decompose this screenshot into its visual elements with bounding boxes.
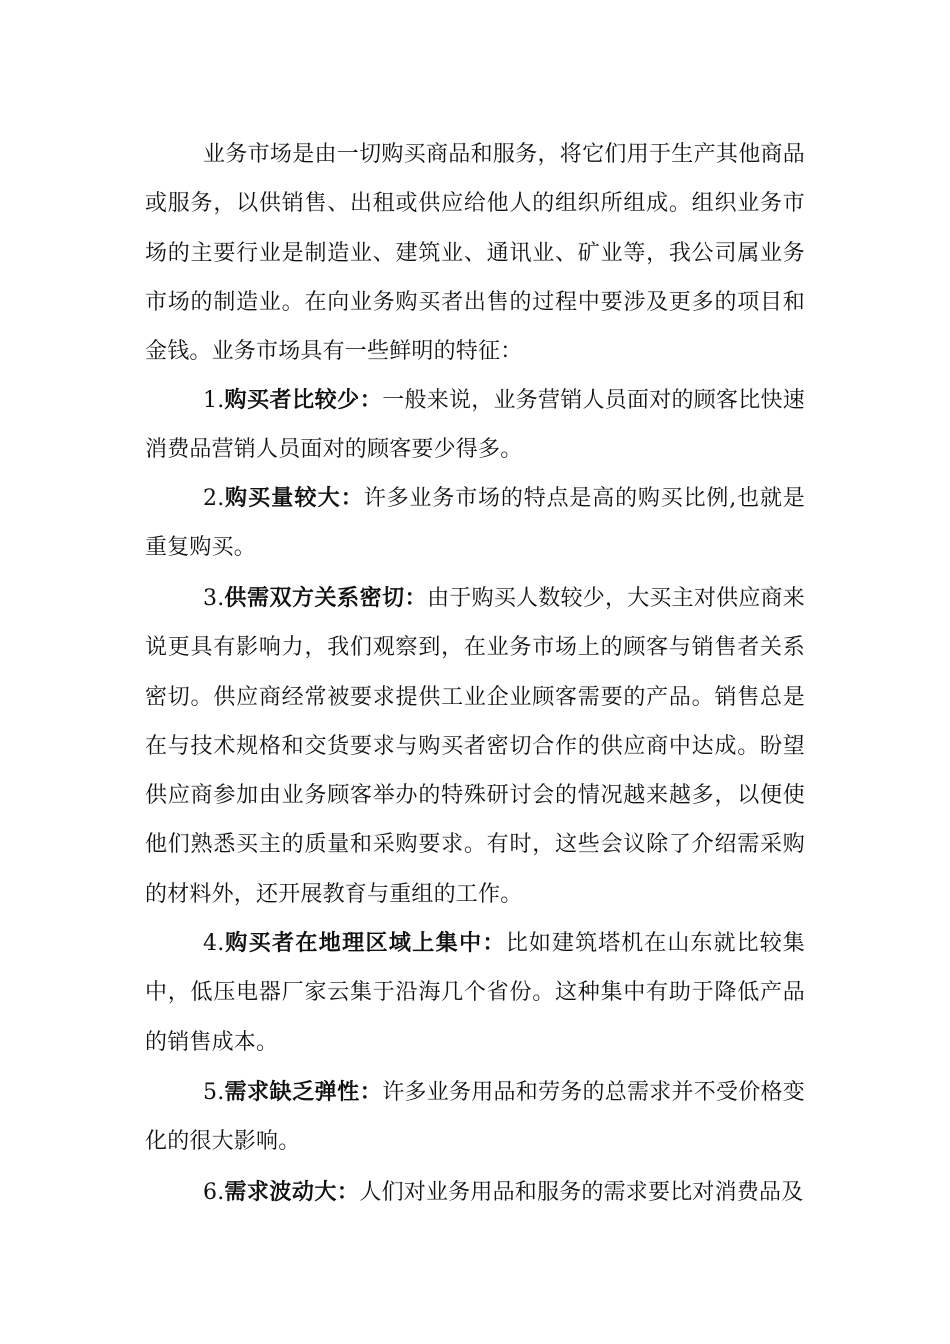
item-number: 2. xyxy=(203,486,225,511)
item-number: 1. xyxy=(203,388,225,413)
item-text: 人们对业务用品和服务的需求要比对消费品及 xyxy=(359,1180,804,1205)
item-term: 购买者比较少： xyxy=(224,388,383,413)
item-number: 5. xyxy=(203,1080,225,1105)
intro-paragraph: 业务市场是由一切购买商品和服务，将它们用于生产其他商品或服务，以供销售、出租或供应给他人的组织所组成。组织业务市场的主要行业是制造业、建筑业、通讯业、矿业等，我公司属业务市场的制造业。在向业务购买者出售的过程中要涉及更多的项目和金钱。业务市场具有一些鲜明的特征： xyxy=(145,142,805,365)
feature-item-2 xyxy=(145,474,805,573)
item-number: 6. xyxy=(203,1180,225,1205)
item-term: 需求缺乏弹性： xyxy=(224,1080,383,1105)
item-text: 由于购买人数较少，大买主对供应商来说更具有影响力，我们观察到，在业务市场上的顾客与销售者关系密切。供应商经常被要求提供工业企业顾客需要的产品。销售总是在与技术规格和交货要求与购买者密切合作的供应商中达成。盼望供应商参加由业务顾客举办的特殊研讨会的情况越来越多，以便使他们熟悉买主的质量和采购要求。有时，这些会议除了介绍需采购的材料外，还开展教育与重组的工作。 xyxy=(145,586,805,907)
item-number: 3. xyxy=(203,586,225,611)
item-number: 4. xyxy=(203,931,225,956)
feature-item-6 xyxy=(145,1168,805,1217)
item-text: 比如建筑塔机在山东就比较集中，低压电器厂家云集于沿海几个省份。这种集中有助于降低产品的销售成本。 xyxy=(145,931,805,1055)
feature-item-4 xyxy=(145,919,805,1067)
item-text: 一般来说，业务营销人员面对的顾客比快速消费品营销人员面对的顾客要少得多。 xyxy=(145,388,805,463)
item-text: 许多业务市场的特点是高的购买比例,也就是重复购买。 xyxy=(145,486,805,561)
item-term: 购买者在地理区域上集中： xyxy=(224,931,506,956)
item-text: 许多业务用品和劳务的总需求并不受价格变化的很大影响。 xyxy=(145,1080,805,1155)
item-term: 需求波动大： xyxy=(224,1180,360,1205)
feature-item-1 xyxy=(145,376,805,475)
item-term: 购买量较大： xyxy=(224,486,364,511)
item-term: 供需双方关系密切： xyxy=(224,586,428,611)
feature-item-5 xyxy=(145,1068,805,1167)
feature-item-3 xyxy=(145,574,805,919)
